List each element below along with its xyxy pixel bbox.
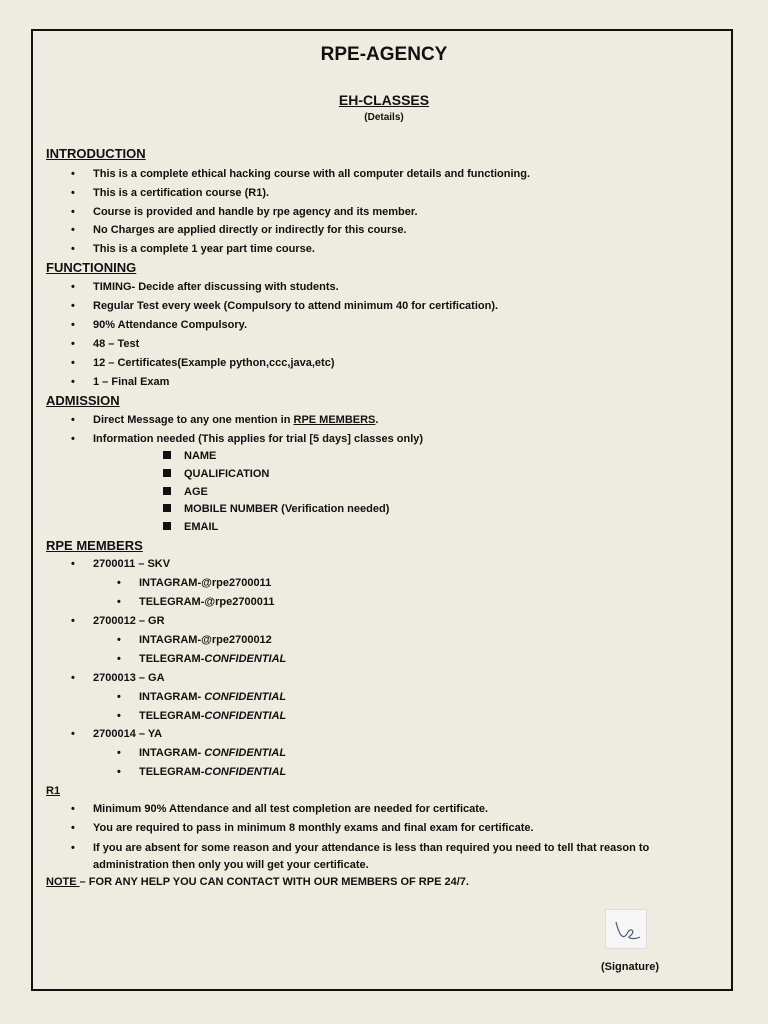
list-item: • 90% Attendance Compulsory. <box>71 319 248 331</box>
list-item: • Regular Test every week (Compulsory to attend minimum 40 for certification). <box>71 300 499 312</box>
functioning-heading: FUNCTIONING <box>46 260 137 275</box>
list-item: • You are required to pass in minimum 8 monthly exams and final exam for certificate. <box>71 822 534 834</box>
member-telegram: • TELEGRAM-CONFIDENTIAL <box>117 710 287 722</box>
list-item: • Course is provided and handle by rpe agency and its member. <box>71 206 418 218</box>
list-item: • This is a complete ethical hacking course with all computer details and functioning. <box>71 168 531 180</box>
admission-heading: ADMISSION <box>46 393 120 408</box>
list-item: • Direct Message to any one mention in RPE MEMBERS. <box>71 414 379 426</box>
member-telegram: • TELEGRAM-CONFIDENTIAL <box>117 653 287 665</box>
square-bullet-icon <box>163 487 171 495</box>
signature-image <box>605 909 647 949</box>
member-id: • 2700013 – GA <box>71 672 165 684</box>
member-telegram: • TELEGRAM-@rpe2700011 <box>117 596 275 608</box>
square-bullet-icon <box>163 504 171 512</box>
field-item: QUALIFICATION <box>163 468 269 480</box>
list-item: • 48 – Test <box>71 338 140 350</box>
list-item: • 12 – Certificates(Example python,ccc,java,etc) <box>71 357 335 369</box>
list-item: • If you are absent for some reason and your attendance is less than required you need to tell that reason to administration then only you will get your certificate. <box>71 842 650 871</box>
list-item: • Information needed (This applies for trial [5 days] classes only) <box>71 433 424 445</box>
square-bullet-icon <box>163 451 171 459</box>
member-id: • 2700014 – YA <box>71 728 163 740</box>
field-item: MOBILE NUMBER (Verification needed) <box>163 503 389 515</box>
list-item: • This is a complete 1 year part time course. <box>71 243 315 255</box>
introduction-heading: INTRODUCTION <box>46 146 146 161</box>
page-title: RPE-AGENCY <box>320 44 448 65</box>
note-line: NOTE – FOR ANY HELP YOU CAN CONTACT WITH OUR MEMBERS OF RPE 24/7. <box>46 876 469 888</box>
member-instagram: • INTAGRAM-@rpe2700011 <box>117 577 272 589</box>
page-subtitle: EH-CLASSES <box>338 92 430 108</box>
member-id: • 2700011 – SKV <box>71 558 171 570</box>
member-id: • 2700012 – GR <box>71 615 165 627</box>
details-caption: (Details) <box>364 112 404 123</box>
rpe-members-heading: RPE MEMBERS <box>46 538 143 553</box>
member-instagram: • INTAGRAM- CONFIDENTIAL <box>117 691 287 703</box>
field-item: AGE <box>163 486 208 498</box>
rpe-members-link[interactable]: RPE MEMBERS <box>293 414 376 426</box>
member-instagram: • INTAGRAM- CONFIDENTIAL <box>117 747 287 759</box>
field-item: NAME <box>163 450 216 462</box>
list-item: • Minimum 90% Attendance and all test completion are needed for certificate. <box>71 803 489 815</box>
r1-heading: R1 <box>46 785 61 797</box>
square-bullet-icon <box>163 522 171 530</box>
member-instagram: • INTAGRAM-@rpe2700012 <box>117 634 272 646</box>
list-item: • TIMING- Decide after discussing with students. <box>71 281 339 293</box>
list-item: • 1 – Final Exam <box>71 376 170 388</box>
signature-label: (Signature) <box>601 961 660 973</box>
square-bullet-icon <box>163 469 171 477</box>
list-item: • No Charges are applied directly or indirectly for this course. <box>71 224 407 236</box>
document-page <box>31 29 733 991</box>
list-item: • This is a certification course (R1). <box>71 187 270 199</box>
member-telegram: • TELEGRAM-CONFIDENTIAL <box>117 766 287 778</box>
field-item: EMAIL <box>163 521 218 533</box>
